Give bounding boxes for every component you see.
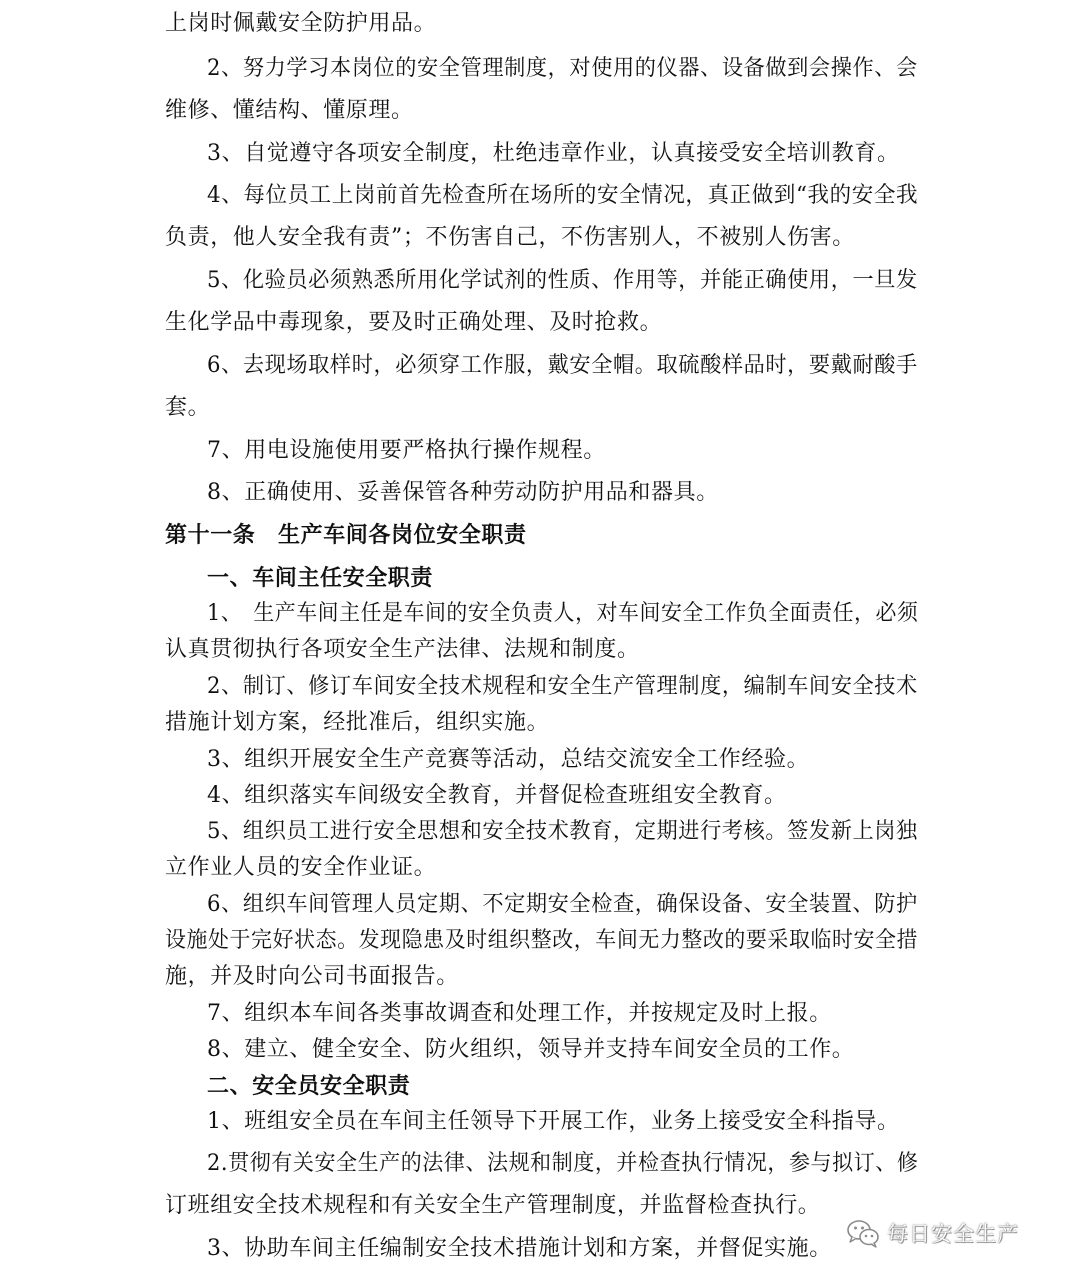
text-line: 上岗时佩戴安全防护用品。 [165, 11, 437, 36]
text-line: 1、班组安全员在车间主任领导下开展工作，业务上接受安全科指导。 [207, 1109, 900, 1134]
text-line: 2、制订、修订车间安全技术规程和安全生产管理制度，编制车间安全技术 [207, 674, 918, 699]
subsection-heading: 一、车间主任安全职责 [207, 565, 434, 591]
text-line: 6、去现场取样时，必须穿工作服，戴安全帽。取硫酸样品时，要戴耐酸手 [207, 353, 918, 378]
text-line: 立作业人员的安全作业证。 [165, 855, 437, 880]
text-line: 套。 [165, 395, 211, 420]
text-line: 负责，他人安全我有责”；不伤害自己，不伤害别人，不被别人伤害。 [165, 225, 855, 250]
text-line: 5、化验员必须熟悉所用化学试剂的性质、作用等，并能正确使用，一旦发 [207, 268, 918, 293]
subsection-heading: 二、安全员安全职责 [207, 1073, 411, 1099]
text-line: 3、组织开展安全生产竞赛等活动，总结交流安全工作经验。 [207, 747, 810, 772]
text-line: 7、用电设施使用要严格执行操作规程。 [207, 438, 606, 463]
watermark-text: 每日安全生产 [887, 1222, 1019, 1246]
text-line: 生化学品中毒现象，要及时正确处理、及时抢救。 [165, 310, 663, 335]
text-line: 2、努力学习本岗位的安全管理制度，对使用的仪器、设备做到会操作、会 [207, 56, 918, 81]
text-line: 订班组安全技术规程和有关安全生产管理制度，并监督检查执行。 [165, 1193, 821, 1218]
text-line: 4、每位员工上岗前首先检查所在场所的安全情况，真正做到“我的安全我 [207, 183, 919, 208]
text-line: 6、组织车间管理人员定期、不定期安全检查，确保设备、安全装置、防护 [207, 892, 918, 917]
text-line: 5、组织员工进行安全思想和安全技术教育，定期进行考核。签发新上岗独 [207, 819, 918, 844]
text-line: 7、组织本车间各类事故调查和处理工作，并按规定及时上报。 [207, 1001, 832, 1026]
text-line: 1、 生产车间主任是车间的安全负责人，对车间安全工作负全面责任，必须 [207, 601, 919, 626]
watermark [845, 1218, 1019, 1248]
text-line: 3、协助车间主任编制安全技术措施计划和方案，并督促实施。 [207, 1236, 832, 1261]
text-line: 2.贯彻有关安全生产的法律、法规和制度，并检查执行情况，参与拟订、修 [207, 1151, 919, 1176]
wechat-icon [845, 1218, 881, 1248]
text-line: 设施处于完好状态。发现隐患及时组织整改，车间无力整改的要采取临时安全措 [165, 928, 919, 953]
text-line: 维修、懂结构、懂原理。 [165, 98, 414, 123]
text-line: 8、建立、健全安全、防火组织，领导并支持车间安全员的工作。 [207, 1037, 855, 1062]
text-line: 认真贯彻执行各项安全生产法律、法规和制度。 [165, 637, 640, 662]
section-heading: 第十一条 生产车间各岗位安全职责 [165, 522, 527, 548]
text-line: 施，并及时向公司书面报告。 [165, 964, 459, 989]
text-line: 4、组织落实车间级安全教育，并督促检查班组安全教育。 [207, 783, 787, 808]
text-line: 3、自觉遵守各项安全制度，杜绝违章作业，认真接受安全培训教育。 [207, 141, 900, 166]
text-line: 8、正确使用、妥善保管各种劳动防护用品和器具。 [207, 480, 719, 505]
text-line: 措施计划方案，经批准后，组织实施。 [165, 710, 550, 735]
